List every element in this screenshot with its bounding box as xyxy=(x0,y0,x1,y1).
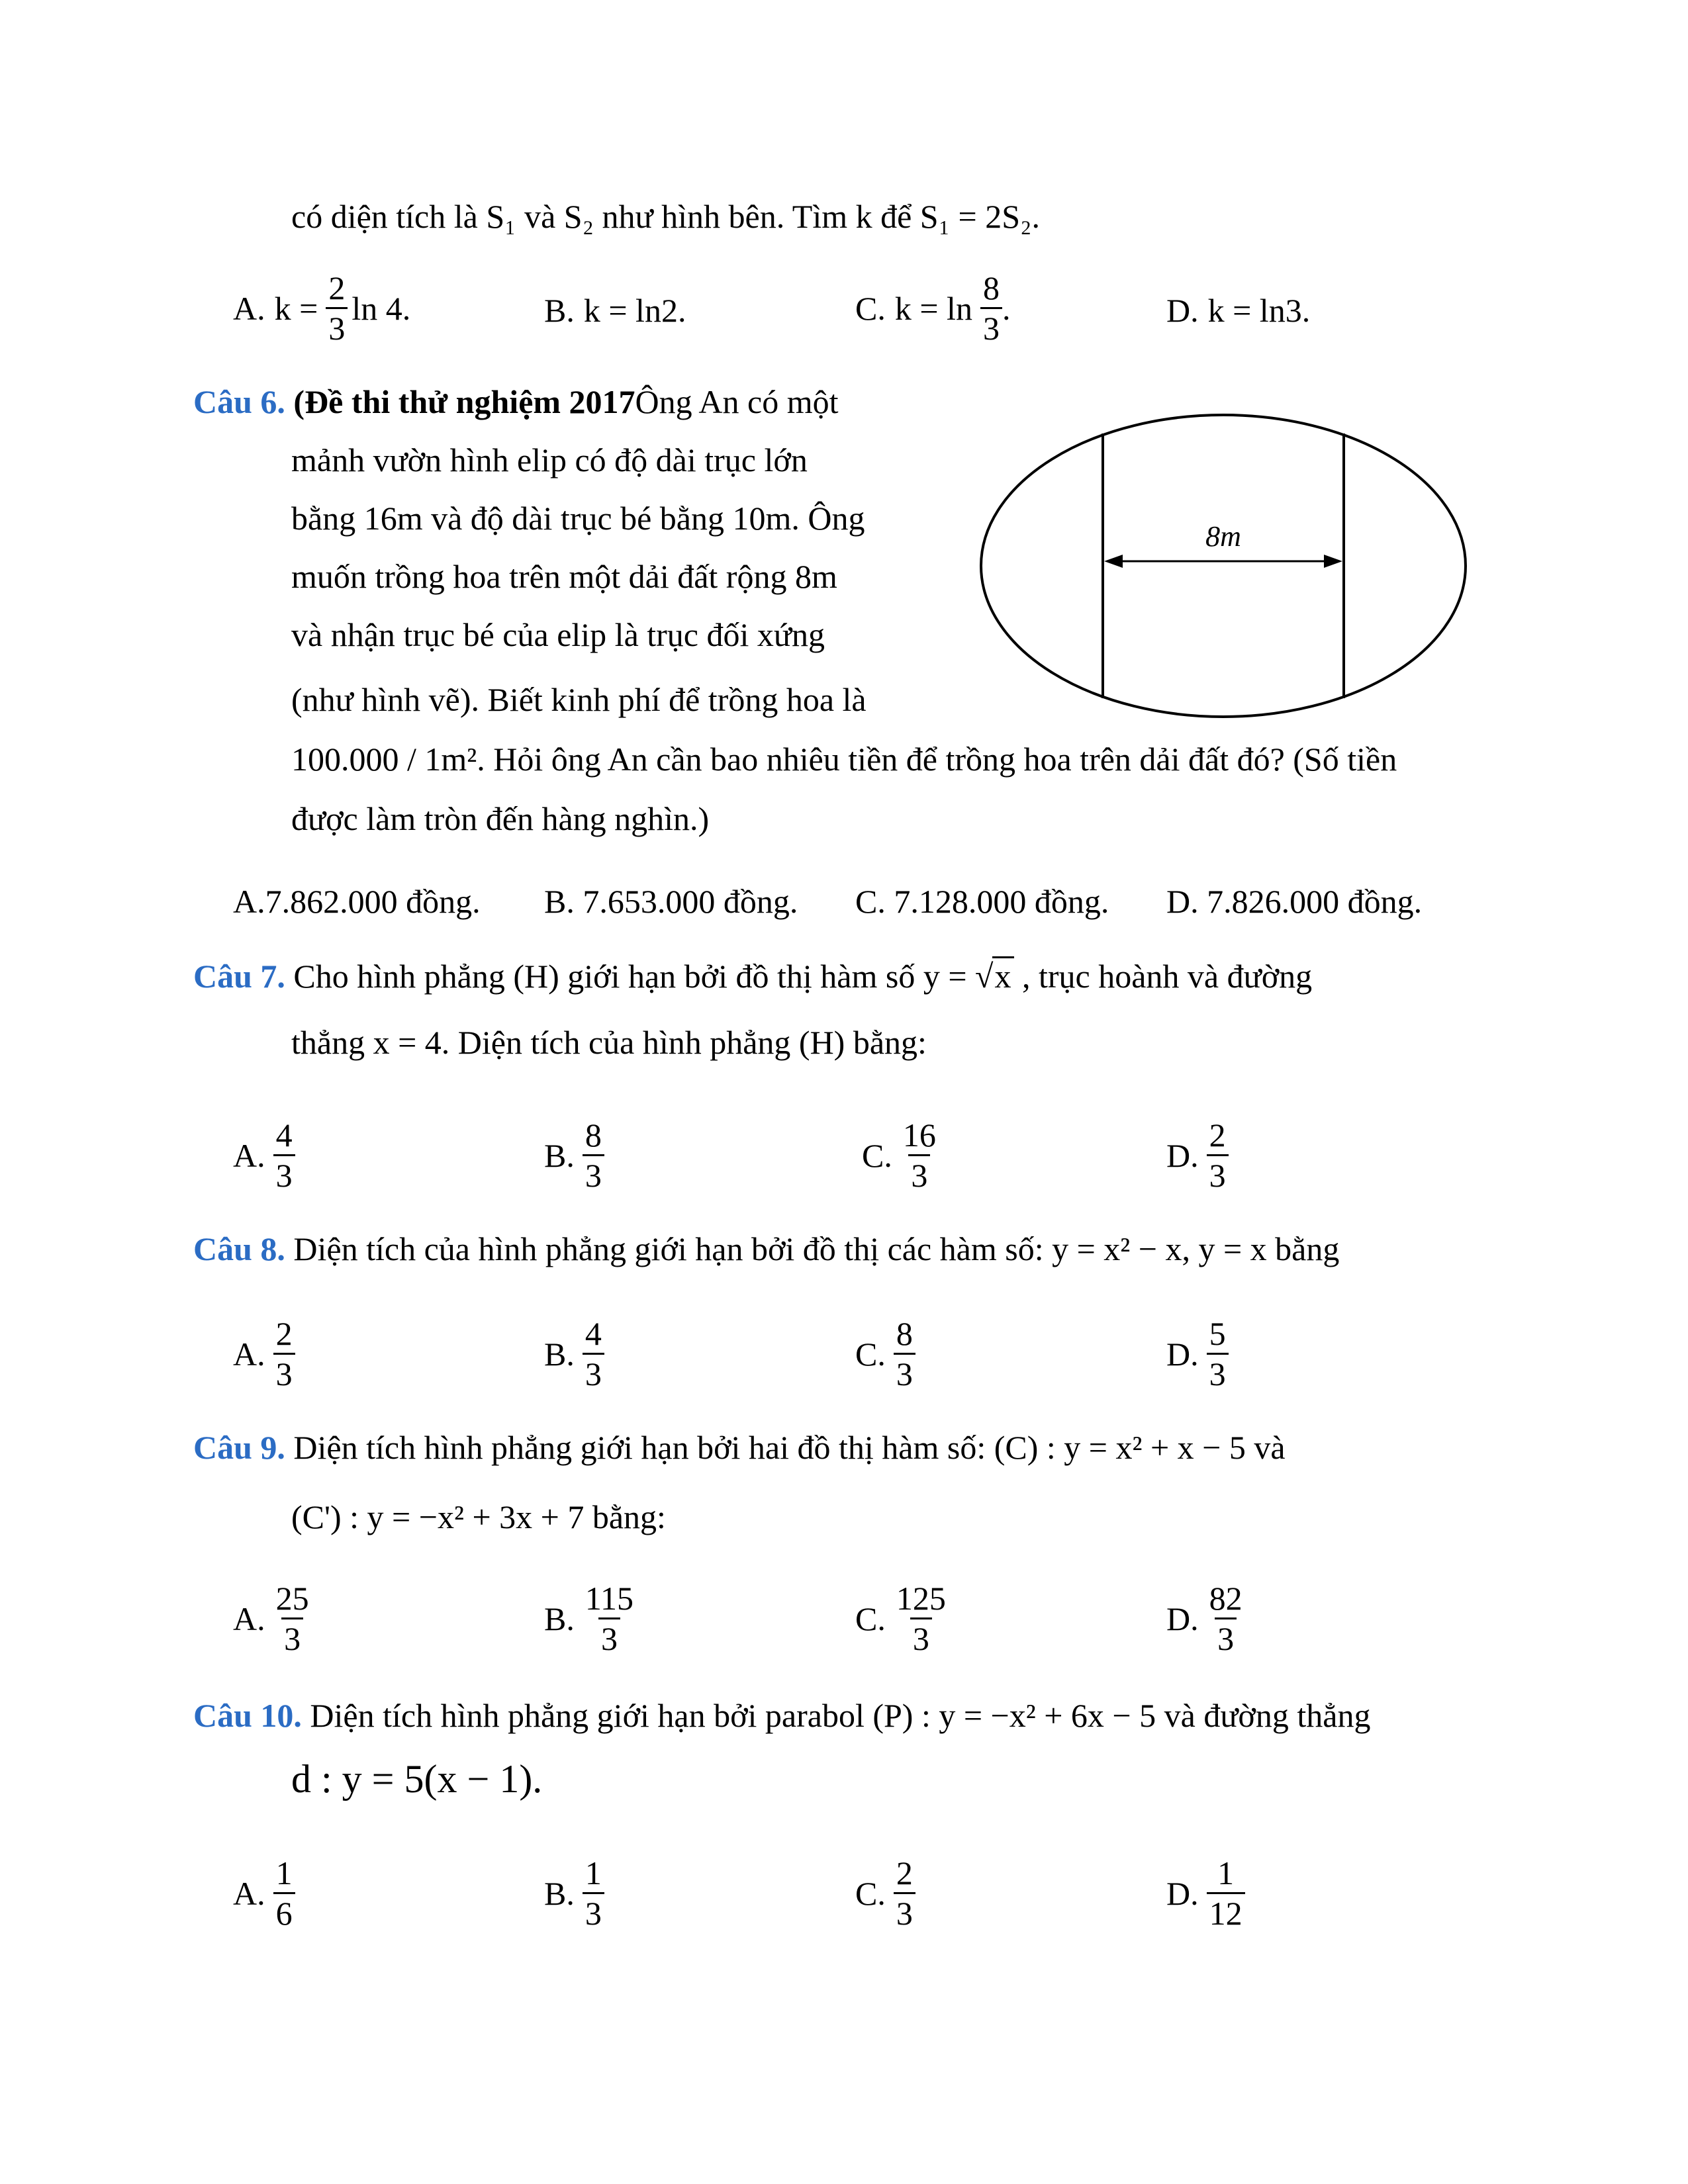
q6-text-line-4: muốn trồng hoa trên một dải đất rộng 8m xyxy=(291,558,837,595)
option-label: A. xyxy=(233,1335,265,1373)
q7-option-d[interactable] xyxy=(1166,1118,1229,1192)
fraction xyxy=(1207,1582,1245,1655)
question-label: Câu 10. xyxy=(193,1697,302,1734)
fraction xyxy=(583,1582,636,1655)
fraction-denominator: 3 xyxy=(583,1892,604,1930)
fraction-denominator: 3 xyxy=(281,1617,303,1655)
option-label: D. xyxy=(1166,1335,1199,1373)
fraction-numerator: 2 xyxy=(275,1315,293,1352)
q6-option-d[interactable]: D. 7.826.000 đồng. xyxy=(1166,883,1423,920)
fraction xyxy=(900,1118,939,1192)
q5-intro: có diện tích là S₁ và S₂ như hình bên. Tìm k để S₁ = 2S₂. xyxy=(291,198,1040,235)
fraction-denominator: 3 xyxy=(908,1154,930,1192)
option-prefix: k = xyxy=(274,289,318,327)
q7-line-1 xyxy=(193,956,1312,995)
fraction-numerator: 2 xyxy=(1209,1116,1226,1154)
option-label: C. xyxy=(855,1874,886,1912)
fraction-denominator: 6 xyxy=(273,1892,295,1930)
q5-option-d[interactable] xyxy=(1166,291,1310,330)
fraction xyxy=(273,1856,295,1930)
option-label: C. xyxy=(855,1335,886,1373)
q8-option-b[interactable] xyxy=(544,1317,604,1390)
q9-line-1 xyxy=(193,1430,1286,1466)
fraction xyxy=(583,1317,604,1390)
fraction-denominator: 3 xyxy=(273,1353,295,1390)
fraction xyxy=(980,271,1002,345)
option-text: k = ln2. xyxy=(583,292,686,329)
q9-line-2: (C') : y = −x² + 3x + 7 bằng: xyxy=(291,1498,666,1535)
fraction-numerator: 2 xyxy=(896,1854,913,1891)
option-label: B. xyxy=(544,1600,575,1637)
option-suffix: . xyxy=(1002,289,1011,327)
option-label: B. xyxy=(544,1335,575,1373)
q10-option-c[interactable] xyxy=(855,1856,915,1930)
q6-text-line-7: 100.000 / 1m². Hỏi ông An cần bao nhiêu tiền để trồng hoa trên dải đất đó? (Số tiền xyxy=(291,741,1397,778)
fraction-numerator: 16 xyxy=(902,1116,936,1154)
q6-option-c[interactable]: C. 7.128.000 đồng. xyxy=(855,883,1109,920)
option-suffix: ln 4. xyxy=(352,289,411,327)
fraction xyxy=(1207,1317,1229,1390)
fraction-numerator: 1 xyxy=(1217,1854,1235,1891)
option-label: C. xyxy=(855,289,886,327)
fraction-numerator: 125 xyxy=(896,1580,946,1617)
fraction-denominator: 12 xyxy=(1207,1892,1245,1930)
fraction xyxy=(273,1582,312,1655)
fraction xyxy=(894,1317,915,1390)
option-label: D. xyxy=(1166,1600,1199,1637)
q6-option-a[interactable]: A.7.862.000 đồng. xyxy=(233,883,481,920)
option-label: D. xyxy=(1166,1136,1199,1174)
fraction xyxy=(583,1856,604,1930)
fraction-denominator: 3 xyxy=(910,1617,932,1655)
option-label: C. xyxy=(862,1136,892,1174)
option-label: A. xyxy=(233,1600,265,1637)
q7-text-b: , trục hoành và đường xyxy=(1022,958,1313,995)
q6-text-line-6: (như hình vẽ). Biết kinh phí để trồng hoa là xyxy=(291,681,867,718)
option-label: A. xyxy=(233,289,265,327)
q7-text-a: Cho hình phẳng (H) giới hạn bởi đồ thị hàm số y = xyxy=(293,958,967,995)
option-label: B. xyxy=(544,292,575,329)
width-label: 8m xyxy=(1205,520,1241,553)
option-label: D. xyxy=(1166,292,1199,329)
question-label: Câu 9. xyxy=(193,1429,285,1466)
fraction-numerator: 1 xyxy=(275,1854,293,1891)
option-label: A. xyxy=(233,1874,265,1912)
q8-option-d[interactable] xyxy=(1166,1317,1229,1390)
option-label: A. xyxy=(233,1136,265,1174)
question-label: Câu 6. xyxy=(193,383,285,420)
q8-line-1 xyxy=(193,1231,1339,1267)
q7-line-2: thẳng x = 4. Diện tích của hình phẳng (H) bằng: xyxy=(291,1024,927,1061)
q7-option-b[interactable] xyxy=(544,1118,604,1192)
q6-text-line-3: bằng 16m và độ dài trục bé bằng 10m. Ông xyxy=(291,500,865,537)
sqrt-radicand: x xyxy=(992,956,1014,995)
arrow-head-right xyxy=(1324,555,1342,568)
question-source: (Đề thi thử nghiệm 2017 xyxy=(293,383,635,420)
q6-text-line-5: và nhận trục bé của elip là trục đối xứng xyxy=(291,616,825,653)
option-label: C. xyxy=(855,1600,886,1637)
q7-option-a[interactable] xyxy=(233,1118,295,1192)
q5-option-b[interactable] xyxy=(544,291,686,330)
fraction xyxy=(583,1118,604,1192)
fraction xyxy=(894,1582,949,1655)
q10-option-a[interactable] xyxy=(233,1856,295,1930)
q10-line-2: d : y = 5(x − 1). xyxy=(291,1757,543,1801)
arrow-head-left xyxy=(1104,555,1123,568)
fraction-denominator: 3 xyxy=(273,1154,295,1192)
q6-option-b[interactable]: B. 7.653.000 đồng. xyxy=(544,883,798,920)
q6-text-line-2: mảnh vườn hình elip có độ dài trục lớn xyxy=(291,441,808,478)
option-label: B. xyxy=(544,1874,575,1912)
sqrt-sign: √ xyxy=(975,958,994,995)
q5-option-a[interactable] xyxy=(233,271,410,345)
q8-text: Diện tích của hình phẳng giới hạn bởi đồ thị các hàm số: y = x² − x, y = x bằng xyxy=(293,1230,1340,1267)
fraction xyxy=(894,1856,915,1930)
fraction-numerator: 115 xyxy=(585,1580,634,1617)
fraction xyxy=(273,1118,295,1192)
fraction-numerator: 82 xyxy=(1209,1580,1243,1617)
q6-text-line-1: Ông An có một xyxy=(635,383,839,420)
fraction-numerator: 4 xyxy=(275,1116,293,1154)
q10-text-1: Diện tích hình phẳng giới hạn bởi parabol (P) : y = −x² + 6x − 5 và đường thẳng xyxy=(310,1697,1371,1734)
fraction-numerator: 8 xyxy=(982,269,1000,306)
fraction-denominator: 3 xyxy=(1215,1617,1237,1655)
fraction-numerator: 4 xyxy=(585,1315,602,1352)
fraction-denominator: 3 xyxy=(598,1617,620,1655)
fraction-denominator: 3 xyxy=(894,1353,915,1390)
option-prefix: k = ln xyxy=(894,289,972,327)
q10-option-b[interactable] xyxy=(544,1856,604,1930)
fraction xyxy=(273,1317,295,1390)
question-label: Câu 7. xyxy=(193,958,285,995)
fraction-denominator: 3 xyxy=(1207,1353,1229,1390)
q9-option-b[interactable] xyxy=(544,1582,636,1655)
q6-heading xyxy=(193,384,838,420)
q9-text-1: Diện tích hình phẳng giới hạn bởi hai đồ thị hàm số: (C) : y = x² + x − 5 và xyxy=(293,1429,1286,1466)
fraction xyxy=(326,271,348,345)
fraction-numerator: 8 xyxy=(896,1315,913,1352)
fraction-denominator: 3 xyxy=(1207,1154,1229,1192)
fraction-numerator: 2 xyxy=(328,269,346,306)
q9-option-c[interactable] xyxy=(855,1582,949,1655)
ellipse-figure xyxy=(973,404,1476,728)
q9-option-d[interactable] xyxy=(1166,1582,1245,1655)
q7-option-c[interactable] xyxy=(862,1118,939,1192)
fraction-denominator: 3 xyxy=(894,1892,915,1930)
fraction-denominator: 3 xyxy=(583,1353,604,1390)
fraction-numerator: 25 xyxy=(275,1580,309,1617)
q8-option-c[interactable] xyxy=(855,1317,915,1390)
q8-option-a[interactable] xyxy=(233,1317,295,1390)
ellipse-garden xyxy=(981,415,1466,717)
q5-option-c[interactable] xyxy=(855,271,1010,345)
fraction-numerator: 8 xyxy=(585,1116,602,1154)
q6-text-line-8: được làm tròn đến hàng nghìn.) xyxy=(291,800,710,837)
q9-option-a[interactable] xyxy=(233,1582,312,1655)
fraction-denominator: 3 xyxy=(980,307,1002,345)
q10-line-1 xyxy=(193,1698,1370,1734)
fraction xyxy=(1207,1856,1245,1930)
q10-option-d[interactable] xyxy=(1166,1856,1245,1930)
fraction xyxy=(1207,1118,1229,1192)
option-label: B. xyxy=(544,1136,575,1174)
option-label: D. xyxy=(1166,1874,1199,1912)
fraction-denominator: 3 xyxy=(326,307,348,345)
fraction-numerator: 5 xyxy=(1209,1315,1226,1352)
fraction-numerator: 1 xyxy=(585,1854,602,1891)
option-text: k = ln3. xyxy=(1207,292,1311,329)
fraction-denominator: 3 xyxy=(583,1154,604,1192)
question-label: Câu 8. xyxy=(193,1230,285,1267)
